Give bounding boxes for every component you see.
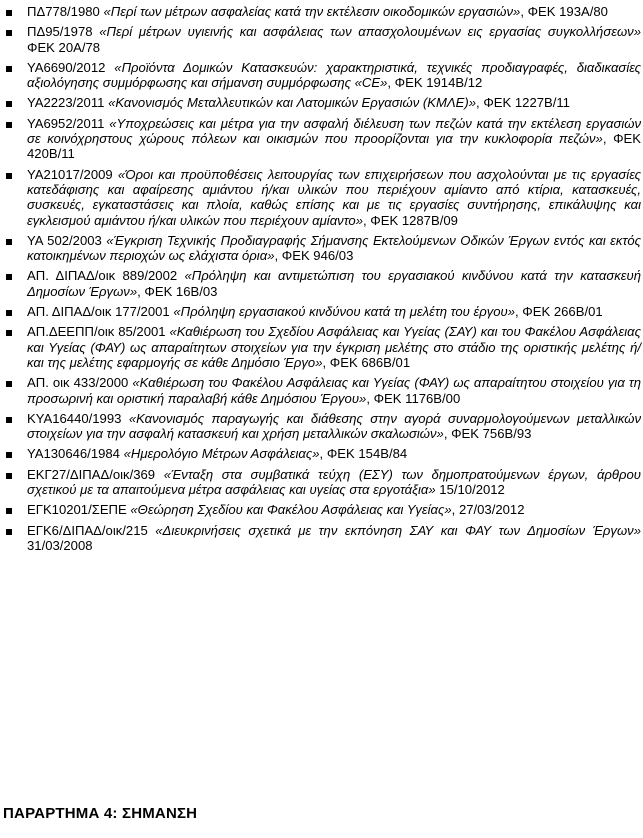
list-item	[0, 116, 643, 162]
bullet-icon	[6, 239, 12, 245]
item-publication: , ΦΕΚ 266Β/01	[515, 304, 603, 320]
list-item	[0, 304, 643, 319]
item-title: «Ένταξη στα συμβατικά τεύχη (ΕΣΥ) των δημοπρατούμενων έργων, άρθρου σχετικού με τα απαιτούμενα μέτρα ασφάλειας και υγείας στα εργοτάξια»	[27, 466, 641, 498]
item-reference: ΑΠ. ΔΙΠΑΔ/οικ 177/2001	[27, 304, 174, 320]
list-item	[0, 467, 643, 498]
list-item	[0, 95, 643, 110]
item-reference: ΥΑ6952/2011	[27, 115, 110, 131]
item-reference: ΑΠ. ΔΙΠΑΔ/οικ 889/2002	[27, 268, 185, 284]
item-reference: ΑΠ.ΔΕΕΠΠ/οικ 85/2001	[27, 324, 170, 340]
item-reference: ΥΑ130646/1984	[27, 446, 124, 462]
item-title: «Καθιέρωση του Σχεδίου Ασφάλειας και Υγείας (ΣΑΥ) και του Φακέλου Ασφάλειας και Υγείας (ΦΑΥ) ως απαραίτητων στοιχείων για την έγκριση μελέτης στο στάδιο της οριστικής μελέτης ή/και της μελέτης εφαρμογής σε κάθε Δημόσιο Έργο»	[27, 324, 641, 370]
item-reference: ΑΠ. οικ 433/2000	[27, 375, 133, 391]
item-title: «Ημερολόγιο Μέτρων Ασφάλειας»	[123, 446, 320, 462]
bullet-icon	[6, 310, 12, 316]
item-title: «Περί μέτρων υγιεινής και ασφάλειας των απασχολουμένων εις εργασίας συγκολλήσεων»	[99, 24, 642, 40]
item-publication: , ΦΕΚ 1914Β/12	[387, 75, 483, 91]
item-publication: , ΦΕΚ 16Β/03	[137, 283, 218, 299]
bullet-icon	[6, 417, 12, 423]
list-item	[0, 502, 643, 517]
list-item	[0, 523, 643, 554]
item-reference: ΥΑ2223/2011	[27, 95, 109, 111]
item-reference: ΠΔ95/1978	[27, 24, 100, 40]
list-item	[0, 24, 643, 55]
item-reference: ΕΚΓ27/ΔΙΠΑΔ/οικ/369	[27, 466, 164, 482]
item-title: «Κανονισμός Μεταλλευτικών και Λατομικών Εργασιών (ΚΜΛΕ)»	[108, 95, 477, 111]
item-title: «Προϊόντα Δομικών Κατασκευών: χαρακτηριστικά, τεχνικές προδιαγραφές, διαδικασίες αξιολόγησης συμμόρφωσης και σήμανση συμμόρφωσης «CE»	[27, 59, 641, 91]
bullet-icon	[6, 529, 12, 535]
list-item	[0, 60, 643, 91]
item-title: «Πρόληψη εργασιακού κινδύνου κατά τη μελέτη του έργου»	[173, 304, 516, 320]
item-title: «Έγκριση Τεχνικής Προδιαγραφής Σήμανσης Εκτελούμενων Οδικών Έργων εντός και εκτός κατοικημένων περιοχών ως ελάχιστα όρια»	[27, 232, 641, 264]
item-publication: , ΦΕΚ 154Β/84	[319, 446, 408, 462]
item-publication: ΦΕΚ 20Α/78	[27, 39, 101, 55]
list-item	[0, 4, 643, 19]
item-reference: ΠΔ778/1980	[27, 4, 104, 19]
bullet-icon	[6, 473, 12, 479]
item-title: «Διευκρινήσεις σχετικά με την εκπόνηση ΣΑΥ και ΦΑΥ των Δημοσίων Έργων»	[155, 522, 641, 538]
bullet-icon	[6, 10, 12, 16]
list-item	[0, 411, 643, 442]
list-item	[0, 167, 643, 228]
item-publication: , ΦΕΚ 193Α/80	[520, 4, 608, 19]
item-publication: , ΦΕΚ 1227Β/11	[476, 95, 570, 111]
item-title: «Υποχρεώσεις και μέτρα για την ασφαλή διέλευση των πεζών κατά την εκτέλεση εργασιών σε κοινόχρηστους χώρους πόλεων και οικισμών που προορίζονται για την κυκλοφορία πεζών»	[27, 115, 641, 147]
item-publication: , ΦΕΚ 1287Β/09	[363, 212, 458, 228]
item-publication: , ΦΕΚ 946/03	[274, 248, 354, 264]
bullet-icon	[6, 330, 12, 336]
bullet-icon	[6, 173, 12, 179]
item-title: «Θεώρηση Σχεδίου και Φακέλου Ασφάλειας και Υγείας»	[130, 502, 452, 518]
item-publication: , ΦΕΚ 1176Β/00	[366, 390, 461, 406]
list-item	[0, 446, 643, 461]
item-publication: 31/03/2008	[27, 537, 93, 553]
item-title: «Καθιέρωση του Φακέλου Ασφάλειας και Υγείας (ΦΑΥ) ως απαραίτητου στοιχείου για τη προσωρινή και οριστική παραλαβή κάθε Δημόσιου Έργου»	[27, 375, 641, 406]
item-title: «Περί των μέτρων ασφαλείας κατά την εκτέλεσιν οικοδομικών εργασιών»	[103, 4, 521, 19]
list-item	[0, 233, 643, 264]
bullet-icon	[6, 66, 12, 72]
item-publication: 15/10/2012	[435, 482, 505, 498]
item-title: «Όροι και προϋποθέσεις λειτουργίας των επιχειρήσεων που ασχολούνται με τις εργασίες κατεδάφισης και αφαίρεσης αμιάντου ή/και υλικών που περιέχουν αμίαντο από κτίρια, κατασκευές, συσκευές, εγκαταστάσεις και πλοία, καθώς επίσης και με τις εργασίες συντήρησης, επικάλυψης και εγκλεισμού αμιάντου ή/και υλικών που περιέχουν αμίαντο»	[27, 166, 641, 228]
list-item	[0, 375, 643, 406]
bullet-icon	[6, 122, 12, 128]
item-reference: ΥΑ 502/2003	[27, 232, 107, 248]
item-reference: ΥΑ21017/2009	[27, 166, 118, 182]
bullet-icon	[6, 381, 12, 387]
bullet-icon	[6, 30, 12, 36]
item-title: «Πρόληψη και αντιμετώπιση του εργασιακού κινδύνου κατά την κατασκευή Δημοσίων Έργων»	[27, 268, 641, 299]
item-publication: , ΦΕΚ 686Β/01	[322, 354, 411, 370]
item-reference: ΚΥΑ16440/1993	[27, 410, 129, 426]
item-title: «Κανονισμός παραγωγής και διάθεσης στην αγορά συναρμολογούμενων μεταλλικών στοιχείων για την ασφαλή κατασκευή και χρήση μεταλλικών σκαλωσιών»	[27, 410, 641, 442]
item-reference: ΕΓΚ6/ΔΙΠΑΔ/οικ/215	[27, 522, 156, 538]
item-publication: , 27/03/2012	[451, 502, 525, 518]
item-reference: ΕΓΚ10201/ΣΕΠΕ	[27, 502, 131, 518]
appendix-heading: ΠΑΡΑΡΤΗΜΑ 4: ΣΗΜΑΝΣΗ	[3, 805, 198, 822]
bullet-icon	[6, 101, 12, 107]
list-item	[0, 324, 643, 370]
item-publication: , ΦΕΚ 756Β/93	[443, 426, 532, 442]
bullet-icon	[6, 274, 12, 280]
bullet-icon	[6, 452, 12, 458]
item-reference: ΥΑ6690/2012	[27, 59, 115, 75]
list-item	[0, 268, 643, 299]
item-publication: , ΦΕΚ 420Β/11	[27, 131, 641, 162]
regulation-list	[0, 4, 643, 558]
bullet-icon	[6, 508, 12, 514]
